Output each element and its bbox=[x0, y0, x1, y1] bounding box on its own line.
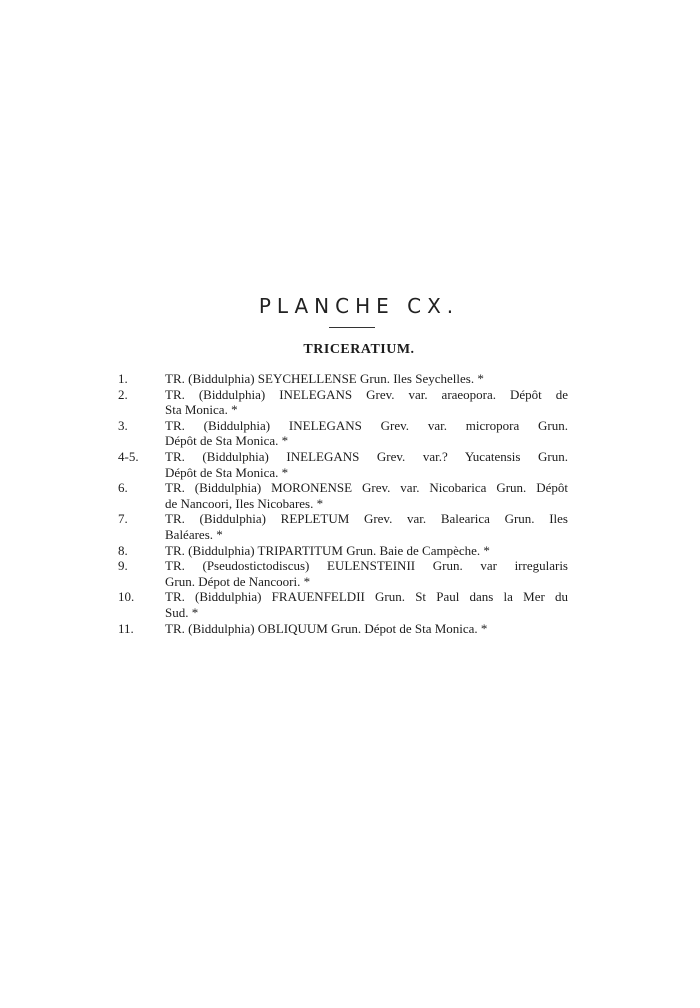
description-line: Baléares. * bbox=[165, 526, 223, 542]
figure-number: 2. bbox=[118, 386, 128, 402]
genus-heading: TRICERATIUM. bbox=[303, 342, 415, 357]
figure-description bbox=[165, 543, 568, 559]
figure-number: 4-5. bbox=[118, 448, 139, 464]
description-line: TR. (Biddulphia) FRAUENFELDII Grun. St Paul dans la Mer du bbox=[165, 589, 568, 605]
description-line: TR. (Biddulphia) TRIPARTITUM Grun. Baie de Campèche. * bbox=[165, 542, 490, 558]
legend-entry bbox=[118, 371, 568, 387]
description-line: TR. (Pseudostictodiscus) EULENSTEINII Grun. var irregularis bbox=[165, 558, 568, 574]
legend-entry bbox=[118, 449, 568, 480]
legend-entry bbox=[118, 511, 568, 542]
legend-entry bbox=[118, 387, 568, 418]
description-line: TR. (Biddulphia) INELEGANS Grev. var. araeopora. Dépôt de bbox=[165, 386, 568, 402]
figure-number: 6. bbox=[118, 480, 128, 496]
legend-entry bbox=[118, 621, 568, 637]
description-line: Sud. * bbox=[165, 604, 199, 620]
figure-description bbox=[165, 511, 568, 542]
description-line: TR. (Biddulphia) OBLIQUUM Grun. Dépot de Sta Monica. * bbox=[165, 620, 488, 636]
figure-number: 8. bbox=[118, 542, 128, 558]
figure-description bbox=[165, 371, 568, 387]
description-line: TR. (Biddulphia) MORONENSE Grev. var. Nicobarica Grun. Dépôt bbox=[165, 480, 568, 496]
figure-number: 1. bbox=[118, 371, 128, 386]
description-line: Sta Monica. * bbox=[165, 402, 238, 418]
description-line: de Nancoori, Iles Nicobares. * bbox=[165, 495, 324, 511]
figure-number: 11. bbox=[118, 620, 134, 636]
legend-entry bbox=[118, 418, 568, 449]
legend-entry bbox=[118, 589, 568, 620]
figure-description bbox=[165, 589, 568, 620]
figure-description bbox=[165, 387, 568, 418]
title-divider bbox=[329, 327, 375, 328]
description-line: TR. (Biddulphia) REPLETUM Grev. var. Balearica Grun. Iles bbox=[165, 511, 568, 527]
legend-entry bbox=[118, 558, 568, 589]
description-line: Dépôt de Sta Monica. * bbox=[165, 464, 289, 480]
description-line: TR. (Biddulphia) INELEGANS Grev. var.? Yucatensis Grun. bbox=[165, 448, 568, 464]
figure-description bbox=[165, 558, 568, 589]
plate-legend-list bbox=[118, 371, 568, 636]
plate-title: PLANCHE CX. bbox=[258, 294, 460, 318]
figure-number: 10. bbox=[118, 589, 135, 605]
legend-entry bbox=[118, 543, 568, 559]
figure-number: 7. bbox=[118, 511, 128, 527]
description-line: TR. (Biddulphia) INELEGANS Grev. var. micropora Grun. bbox=[165, 417, 568, 433]
description-line: Dépôt de Sta Monica. * bbox=[165, 433, 289, 449]
description-line: Grun. Dépot de Nancoori. * bbox=[165, 573, 311, 589]
description-line: TR. (Biddulphia) SEYCHELLENSE Grun. Iles Seychelles. * bbox=[165, 371, 484, 386]
figure-description bbox=[165, 480, 568, 511]
figure-description bbox=[165, 449, 568, 480]
legend-entry bbox=[118, 480, 568, 511]
figure-description bbox=[165, 418, 568, 449]
figure-number: 9. bbox=[118, 558, 128, 574]
figure-description bbox=[165, 621, 568, 637]
figure-number: 3. bbox=[118, 417, 128, 433]
